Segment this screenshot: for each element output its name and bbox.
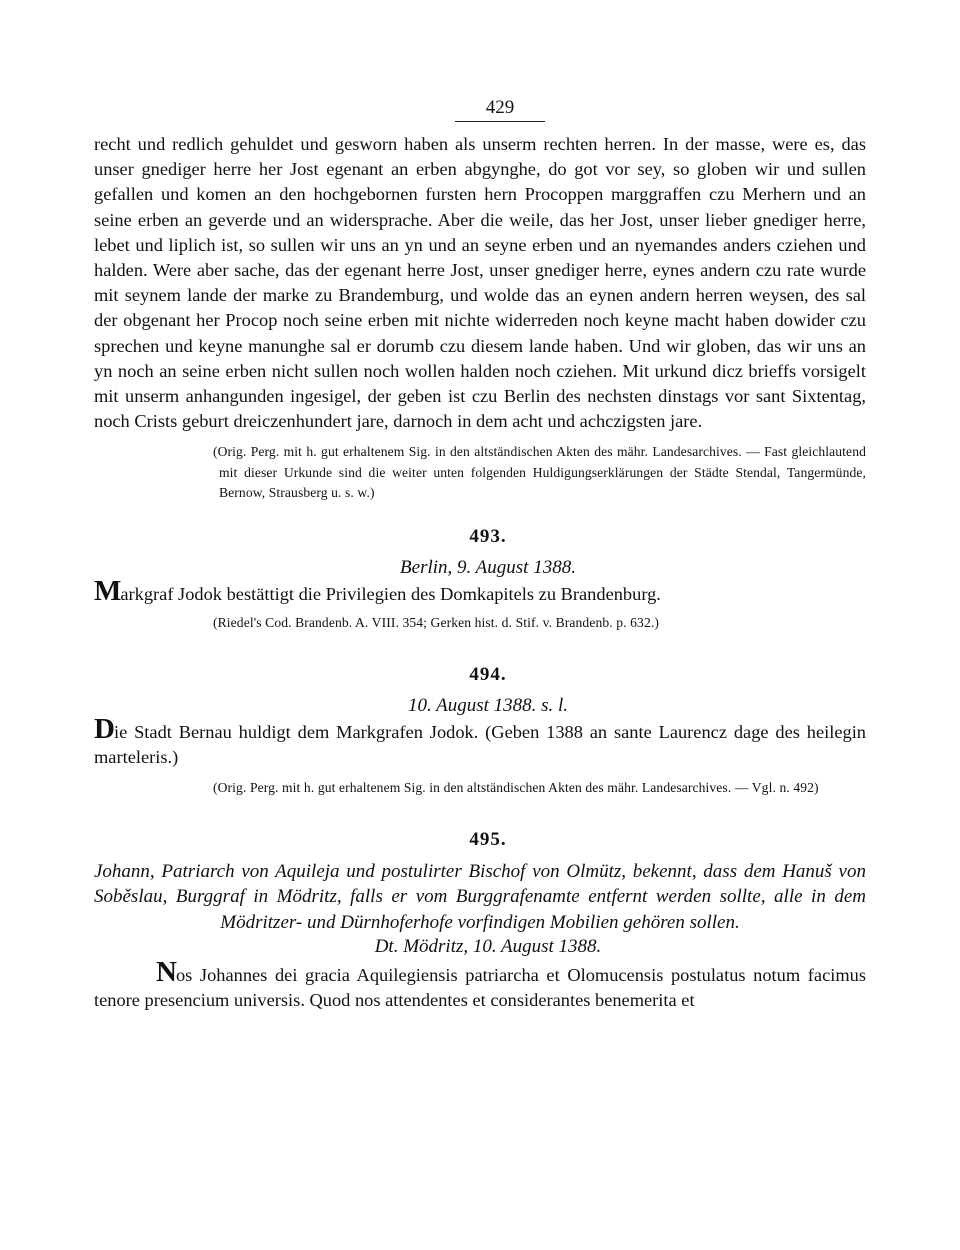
entry-number: 495. bbox=[469, 828, 507, 850]
entry-text-body: os Johannes dei gracia Aquilegiensis patriarcha et Olomucensis postulatus notum facimus tenore presencium universis. Quod nos attendentes et considerantes benemerita et bbox=[94, 965, 866, 1011]
page-number: 429 bbox=[455, 98, 545, 122]
entry-source-note: (Riedel's Cod. Brandenb. A. VIII. 354; Gerken hist. d. Stif. v. Brandenb. p. 632.) bbox=[213, 615, 659, 631]
drop-initial: N bbox=[156, 956, 176, 989]
continuation-source-note: (Orig. Perg. mit h. gut erhaltenem Sig. in den altständischen Akten des mähr. Landesarchives. — Fast gleichlautend mit dieser Urkunde sind die weiter unten folgenden Huldigungserklärungen der Städte Stendal, Tangermünde, Bernow, Strausberg u. s. w.) bbox=[213, 444, 866, 501]
entry-regest bbox=[94, 574, 866, 607]
entry-date: 10. August 1388. s. l. bbox=[407, 694, 569, 716]
entry-495 bbox=[94, 829, 866, 1014]
entry-regest bbox=[94, 712, 866, 770]
entry-date: Berlin, 9. August 1388. bbox=[400, 556, 576, 578]
entry-number: 493. bbox=[469, 525, 507, 547]
document-page bbox=[94, 98, 866, 1013]
drop-initial: D bbox=[94, 712, 114, 745]
entry-date: Dt. Mödritz, 10. August 1388. bbox=[374, 936, 602, 958]
entry-regest-italic: Johann, Patriarch von Aquileja und postulirter Bischof von Olmütz, bekennt, dass dem Hanuš von Soběslau, Burggraf in Mödritz, falls er vom Burggrafenamte entfernt werden sollte, alle in dem Mödritzer- und Dürnhoferhofe vorfindigen Mobilien gehören sollen. bbox=[94, 860, 866, 933]
continuation-text: recht und redlich gehuldet und gesworn haben als unserm rechten herren. In der masse, were es, das unser gnediger herre her Jost egenant an erben abgynghe, do got vor sey, so globen wir und sullen gefallen und komen an den hochgebornen fursten hern Procoppen marggraffen czu Merhern und an seine erben an geverde und an widersprache. Aber die weile, das her Jost, unser lieber gnediger herre, lebet und liplich ist, so sullen wir uns an yn und an seyne erben und an nyemandes anders cziehen und halden. Were aber sache, das der egenant herre Jost, unser gnediger herre, eynes andern czu rate wurde mit seynem lande der marke zu Brandemburg, und wolde das an eynen andern herren weysen, des sal der obgenant her Procop noch seine erben mit nichte widerreden noch keyne macht haben dowider czu sprechen und keyne manunghe sal er dorumb czu diesem lande haben. Und wir globen, das wir uns an yn noch an seine erben nicht sullen noch wollen halden noch cziehen. Mit urkund dicz brieffs vorsigelt mit unserm anhangunden ingesigel, der geben ist czu Berlin des nechsten dinstags vor sant Sixtentag, noch Crists geburt dreiczenhundert jare, darnoch in dem acht und achczigsten jare. bbox=[94, 134, 866, 432]
entry-text bbox=[94, 956, 866, 1013]
drop-initial: M bbox=[94, 574, 121, 607]
entry-regest-text: ie Stadt Bernau huldigt dem Markgrafen Jodok. (Geben 1388 an sante Laurencz dage des heilegin marteleris.) bbox=[94, 721, 866, 767]
entry-source-note: (Orig. Perg. mit h. gut erhaltenem Sig. in den altständischen Akten des mähr. Landesarchives. — Vgl. n. 492) bbox=[213, 780, 819, 796]
entry-number: 494. bbox=[469, 663, 507, 685]
entry-regest-text: arkgraf Jodok bestättigt die Privilegien des Domkapitels zu Brandenburg. bbox=[120, 583, 661, 604]
entry-493 bbox=[94, 526, 866, 634]
entry-494 bbox=[94, 664, 866, 799]
